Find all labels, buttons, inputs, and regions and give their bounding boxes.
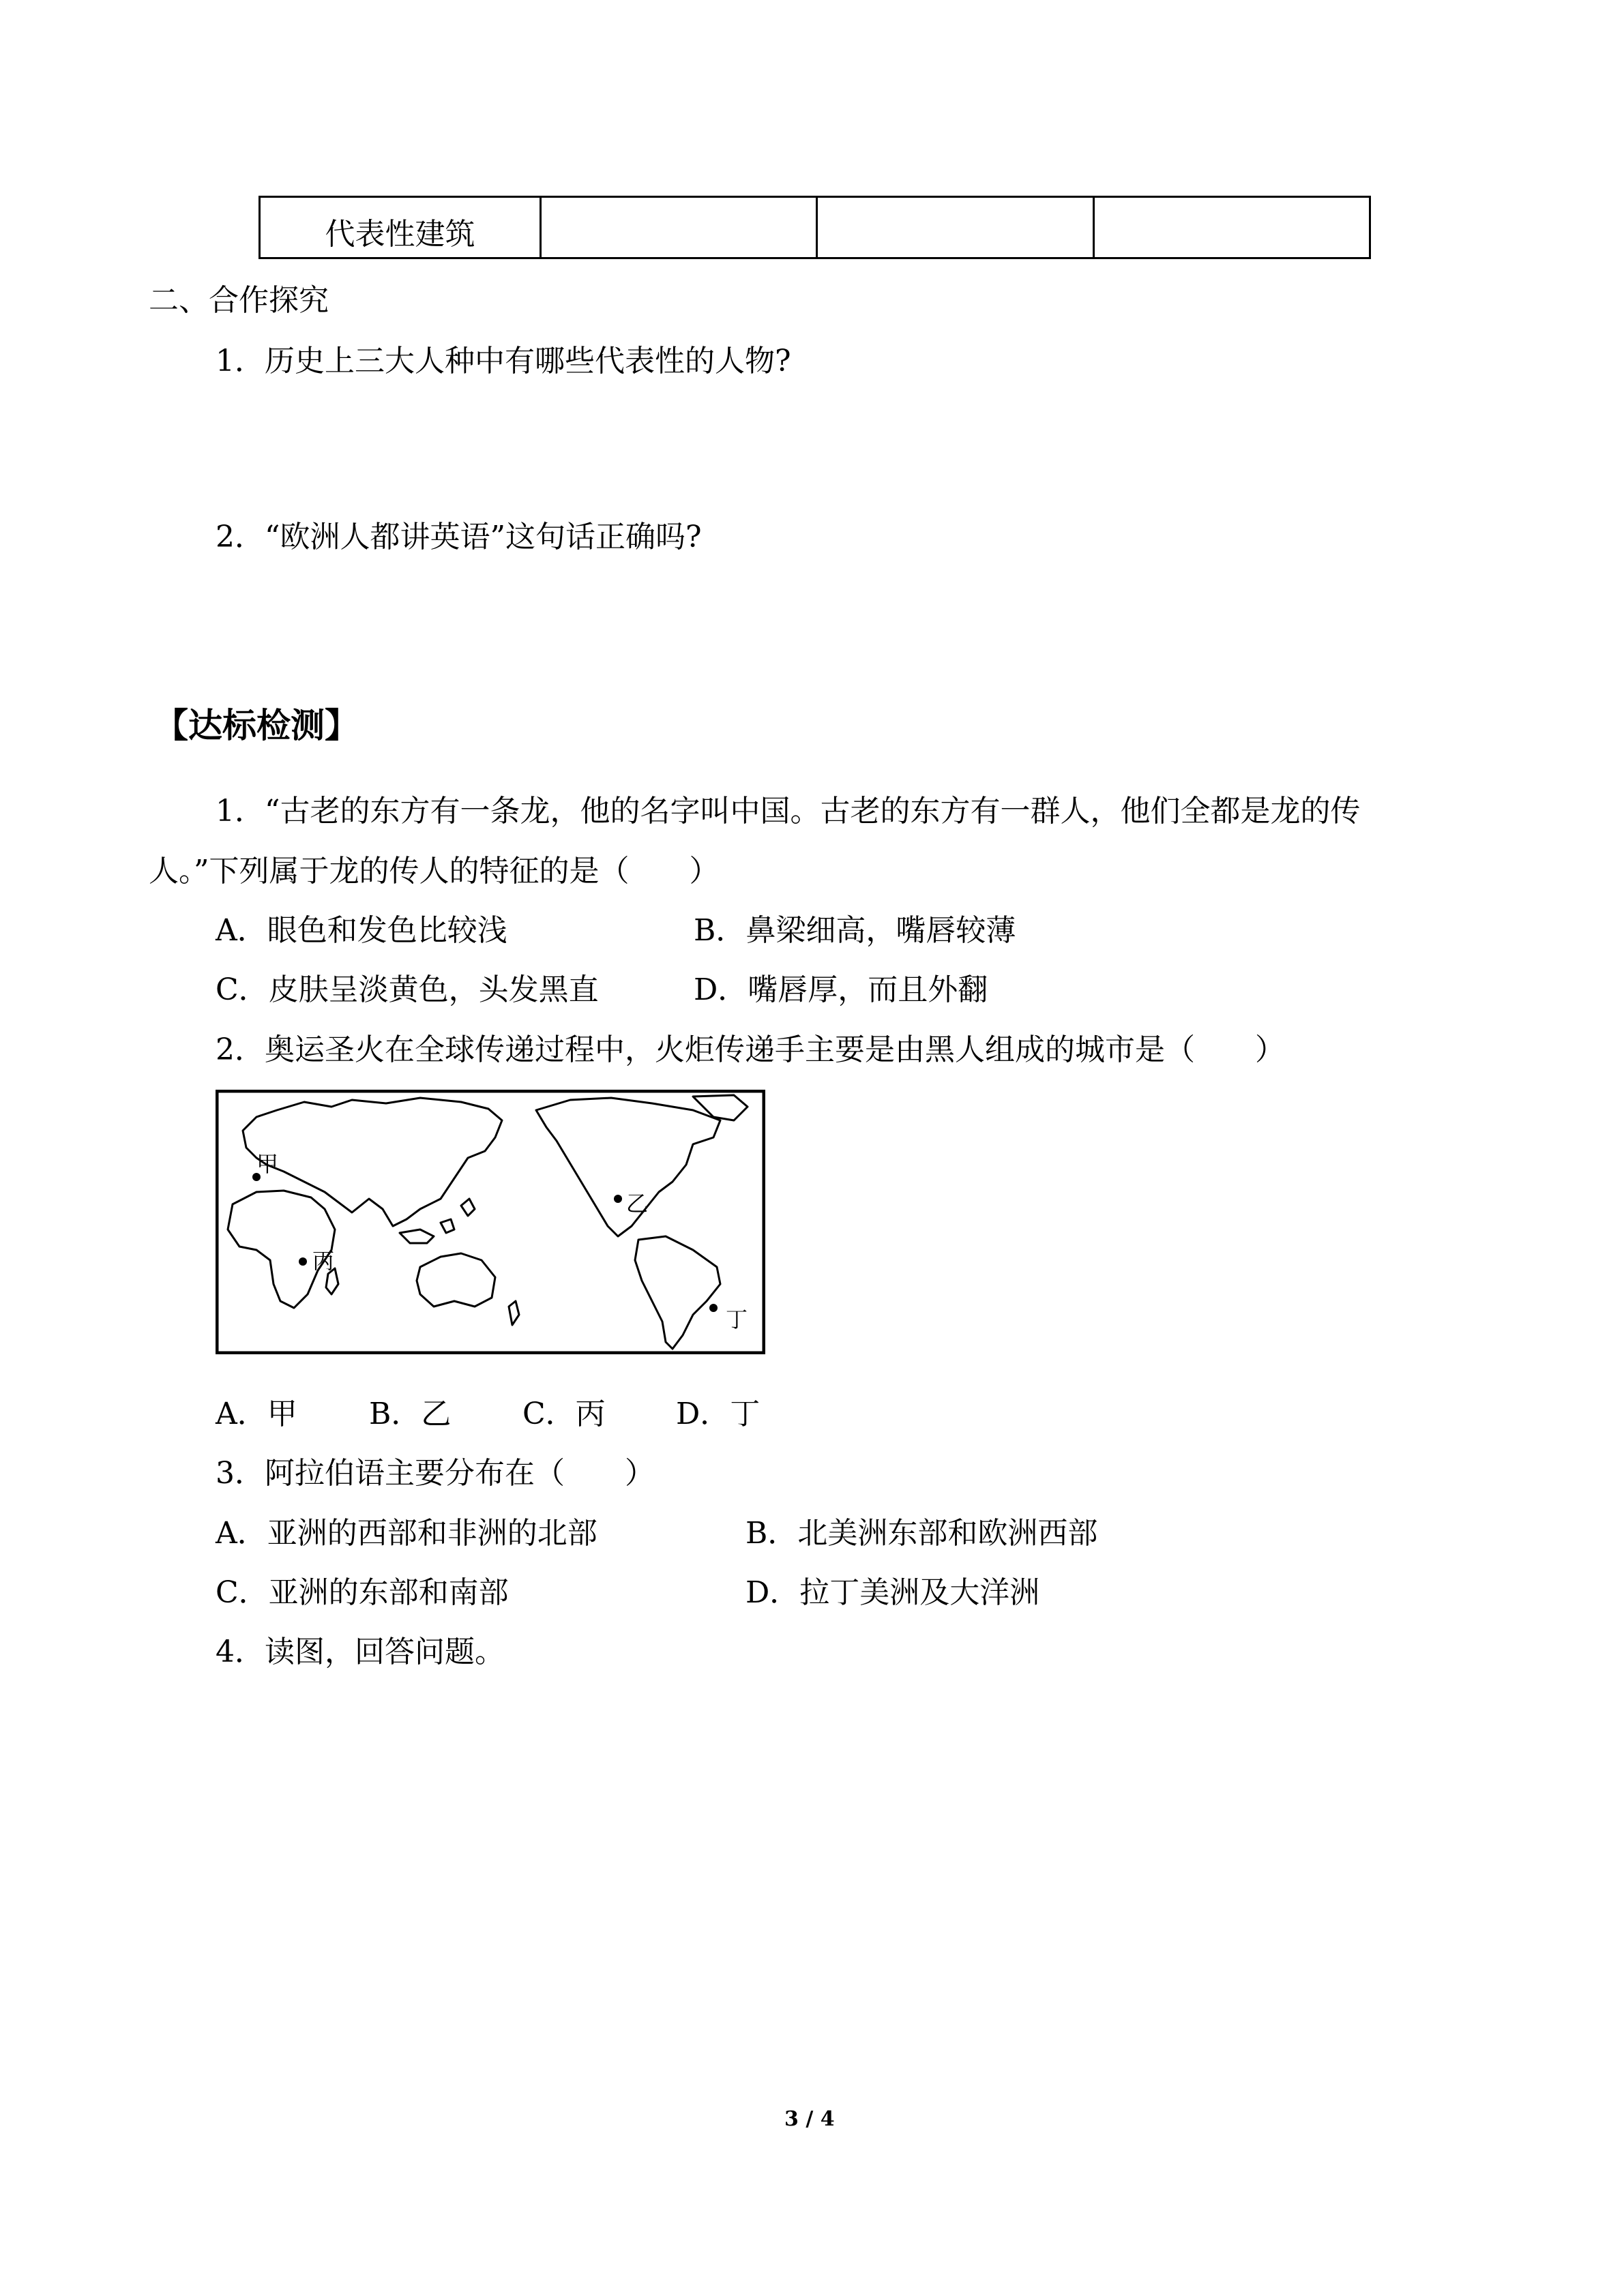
question-1-line-1: 1．“古老的东方有一条龙，他的名字叫中国。古老的东方有一群人，他们全都是龙的传 [216, 794, 1361, 829]
map-option-b: B．乙 [369, 1397, 452, 1431]
question-3: 3．阿拉伯语主要分布在（ ） [216, 1456, 655, 1491]
option-a: A．眼色和发色比较浅 [216, 913, 507, 948]
section-title-assessment: 【达标检测】 [154, 706, 359, 745]
q3-option-d: D．拉丁美洲及大洋洲 [745, 1575, 1040, 1610]
q3-option-a: A．亚洲的西部和非洲的北部 [216, 1516, 597, 1551]
table-cell [541, 197, 817, 258]
table-cell [1093, 197, 1370, 258]
option-c: C．皮肤呈淡黄色，头发黑直 [216, 972, 599, 1007]
question-2-olympic: 2．奥运圣火在全球传递过程中，火炬传递手主要是由黑人组成的城市是（ ） [216, 1032, 1285, 1067]
q3-option-c: C．亚洲的东部和南部 [216, 1575, 509, 1610]
city-dot-yi [614, 1195, 622, 1203]
map-label-yi: 乙 [626, 1191, 649, 1217]
section-title-cooperation: 二、合作探究 [149, 283, 329, 318]
question-4: 4．读图，回答问题。 [216, 1635, 505, 1669]
map-option-a: A．甲 [216, 1397, 297, 1431]
table-cell [817, 197, 1093, 258]
map-label-ding: 丁 [726, 1307, 748, 1332]
map-option-d: D．丁 [676, 1397, 761, 1431]
table-row-label: 代表性建筑 [260, 197, 541, 258]
world-map [216, 1090, 765, 1354]
question-1-line-2: 人。”下列属于龙的传人的特征的是（ ） [149, 854, 720, 889]
city-dot-bing [299, 1257, 307, 1266]
question-2: 2．“欧洲人都讲英语”这句话正确吗? [216, 520, 702, 554]
option-b: B．鼻梁细高，嘴唇较薄 [694, 913, 1016, 948]
table-row [260, 197, 1370, 258]
map-option-c: C．丙 [522, 1397, 606, 1431]
q3-option-b: B．北美洲东部和欧洲西部 [745, 1516, 1098, 1551]
option-d: D．嘴唇厚，而且外翻 [694, 972, 988, 1007]
map-frame [217, 1091, 764, 1353]
map-label-jia: 甲 [256, 1151, 279, 1177]
architecture-table [259, 196, 1371, 259]
city-dot-ding [709, 1304, 718, 1312]
question-1: 1．历史上三大人种中有哪些代表性的人物? [216, 344, 791, 378]
map-label-bing: 丙 [312, 1248, 335, 1274]
page-number: 3 / 4 [784, 2107, 835, 2131]
